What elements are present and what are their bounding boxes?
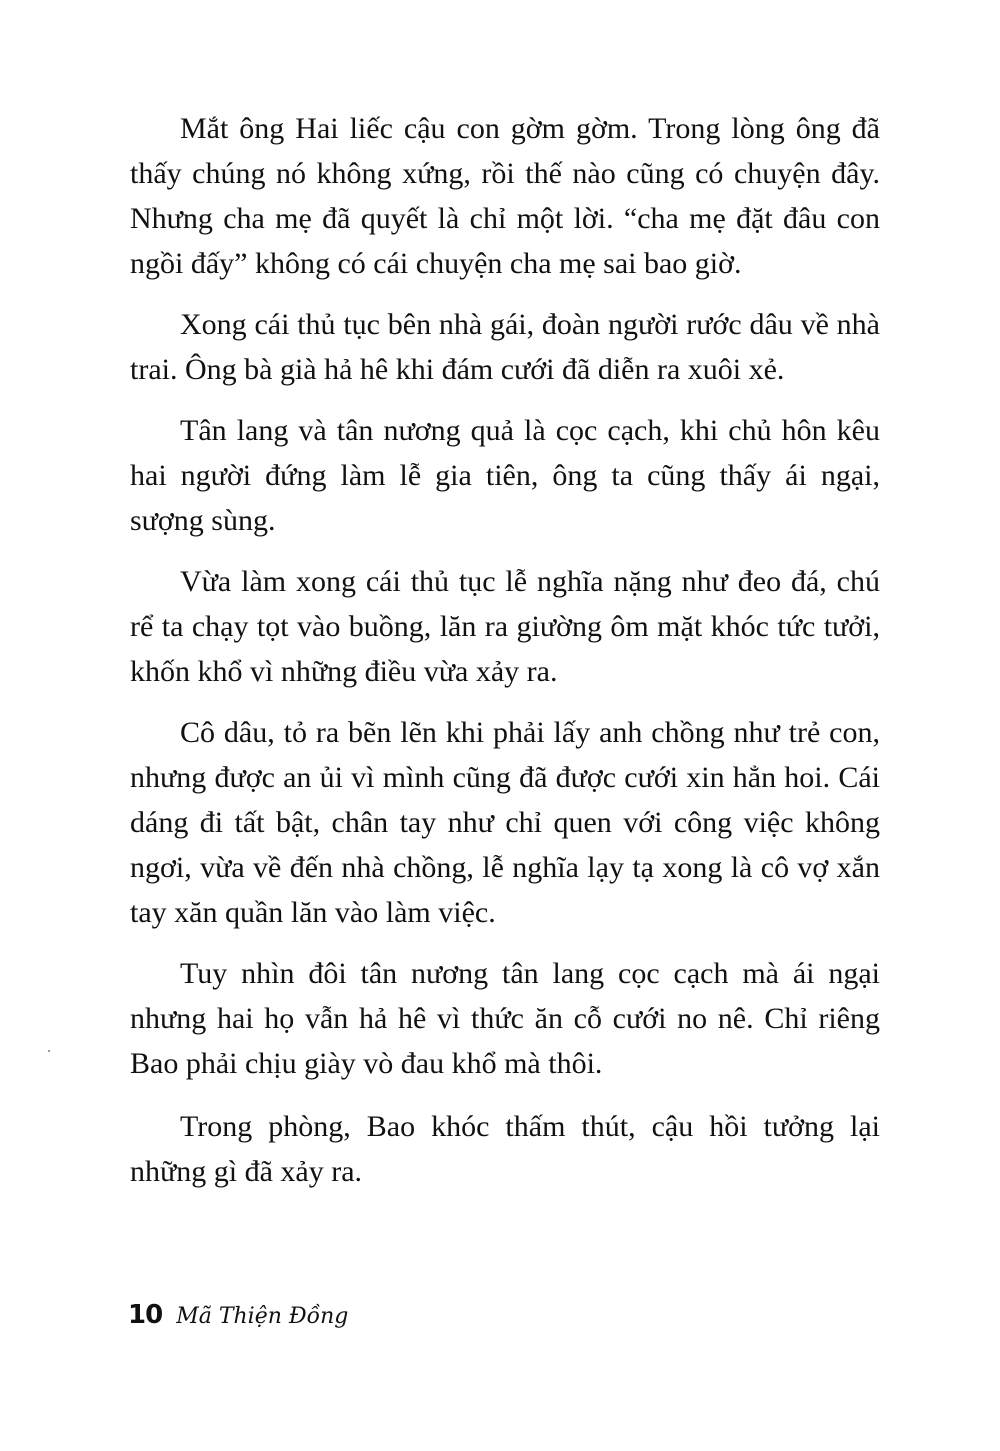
text-body [130,106,880,1210]
author-name: Mã Thiện Đồng [176,1304,349,1329]
page-number: 10 [128,1300,163,1330]
paragraph-5: Cô dâu, tỏ ra bẽn lẽn khi phải lấy anh chồng như trẻ con, nhưng được an ủi vì mình cũng đã được cưới xin hẳn hoi. Cái dáng đi tất bật, chân tay như chỉ quen với công việc không ngơi, vừa về đến nhà chồng, lễ nghĩa lạy tạ xong là cô vợ xắn tay xăn quần lăn vào làm việc. [130,716,880,929]
paragraph-3: Tân lang và tân nương quả là cọc cạch, khi chủ hôn kêu hai người đứng làm lễ gia tiên, ông ta cũng thấy ái ngại, sượng sùng. [130,414,880,537]
paragraph-2: Xong cái thủ tục bên nhà gái, đoàn người rước dâu về nhà trai. Ông bà già hả hê khi đám cưới đã diễn ra xuôi xẻ. [130,308,880,386]
paragraph-1: Mắt ông Hai liếc cậu con gờm gờm. Trong lòng ông đã thấy chúng nó không xứng, rồi thế nào cũng có chuyện đây. Nhưng cha mẹ đã quyết là chỉ một lời. “cha mẹ đặt đâu con ngồi đấy” không có cái chuyện cha mẹ sai bao giờ. [130,112,880,280]
paragraph-7: Trong phòng, Bao khóc thấm thút, cậu hồi tưởng lại những gì đã xảy ra. [130,1110,880,1188]
page-footer [128,1300,348,1340]
scan-speck [48,1050,50,1052]
paragraph-6: Tuy nhìn đôi tân nương tân lang cọc cạch mà ái ngại nhưng hai họ vẫn hả hê vì thức ăn cỗ cưới no nê. Chỉ riêng Bao phải chịu giày vò đau khổ mà thôi. [130,957,880,1080]
paragraph-4: Vừa làm xong cái thủ tục lễ nghĩa nặng như đeo đá, chú rể ta chạy tọt vào buồng, lăn ra giường ôm mặt khóc tức tưởi, khốn khổ vì những điều vừa xảy ra. [130,565,880,688]
